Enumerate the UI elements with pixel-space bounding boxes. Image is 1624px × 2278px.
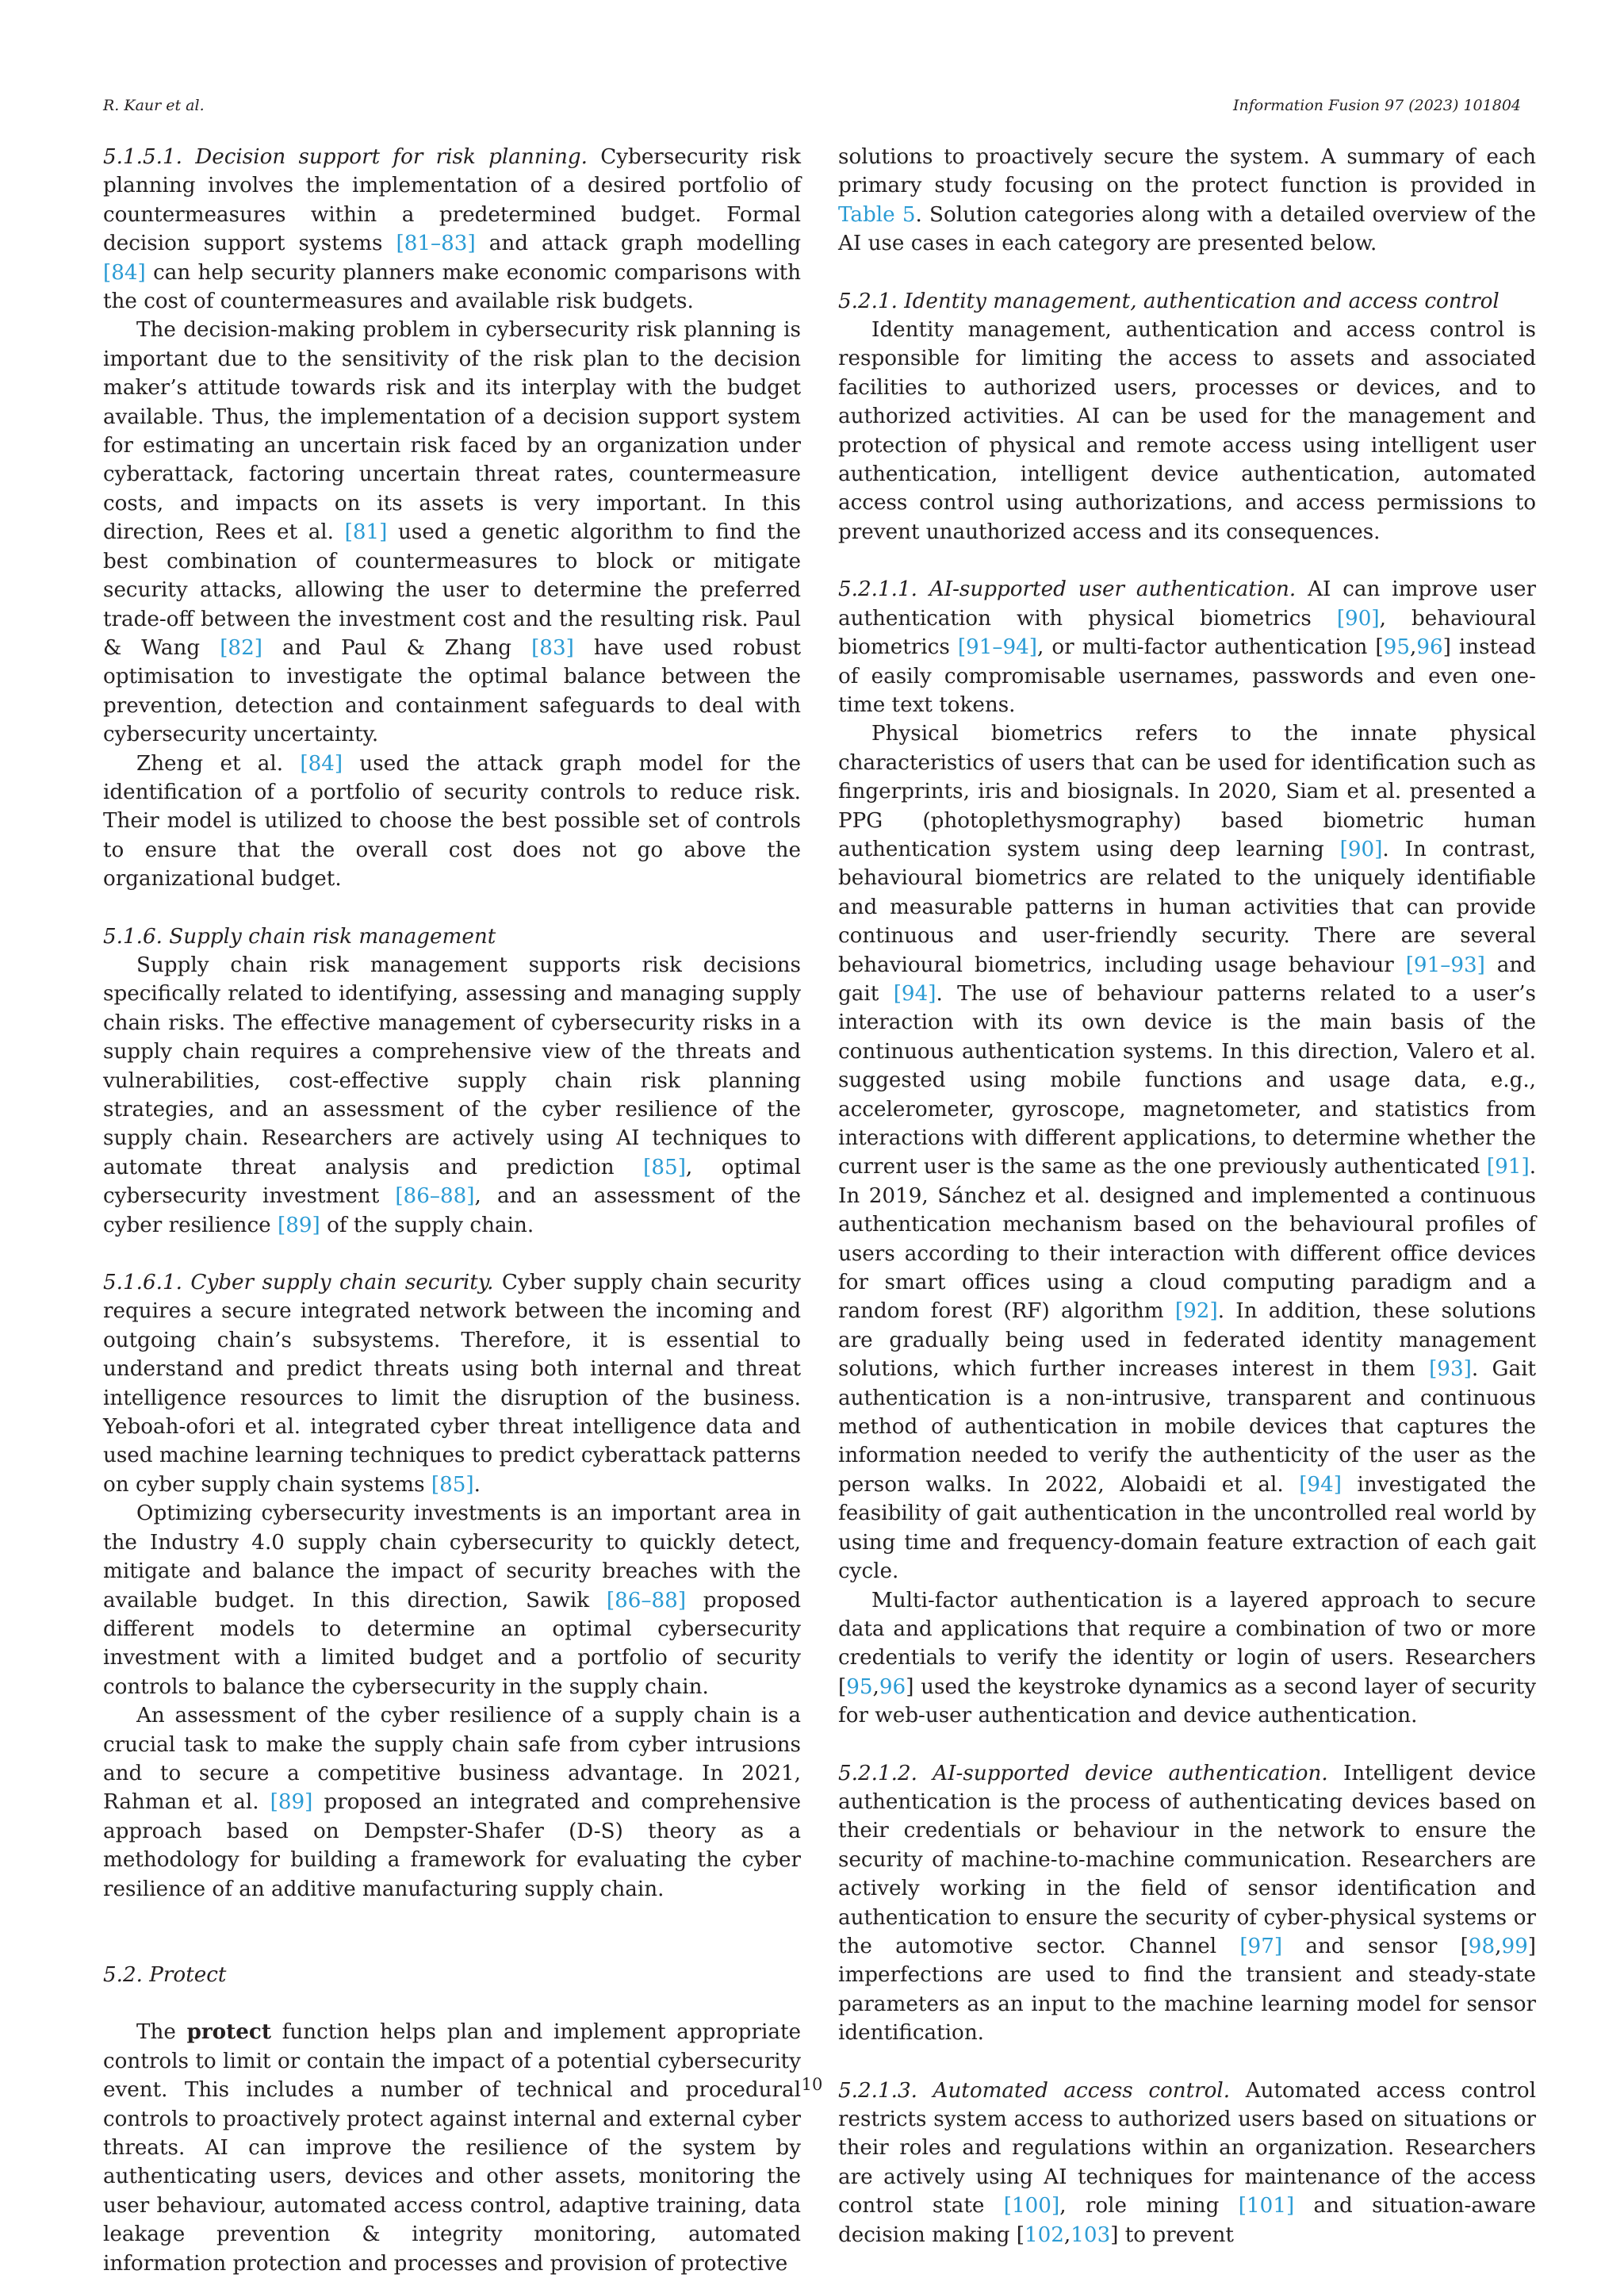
paragraph-5151-3: Zheng et al. [84] used the attack graph model for the identification of a portfolio of security controls to reduce risk. Their model is utilized to choose the best possible set of controls to ensure that the overall cost does not go above the organizational budget.: [103, 751, 801, 892]
citation-link[interactable]: [100]: [1003, 2194, 1060, 2219]
paragraph-52-cont: solutions to proactively secure the system. A summary of each primary study focusing on the protect function is provided in Table 5. Solution categories along with a detailed overview of the AI use cases in each category are presented below.: [838, 145, 1536, 256]
bold-term-protect: protect: [186, 2019, 271, 2045]
citation-link[interactable]: [81–83]: [396, 232, 476, 256]
section-heading-5212: 5.2.1.2. AI-supported device authentication.: [838, 1761, 1328, 1785]
section-heading-521: 5.2.1. Identity management, authentication and access control: [838, 289, 1500, 313]
paragraph-521-1: Identity management, authentication and access control is responsible for limiting the access to assets and associated facilities to authorized users, processes or devices, and to authorized activities. AI can be used for the management and protection of physical and remote access using intelligent user authentication, intelligent device authentication, automated access control using authorizations, and access permissions to prevent unauthorized access and its consequences.: [838, 318, 1536, 544]
paragraph-5213-1: 5.2.1.3. Automated access control. Automated access control restricts system access to authorized users based on situations or their roles and regulations within an organization. Researchers are actively using AI techniques for maintenance of the access control state [100], role mining [101] and situation-aware decision making [102,103] to prevent: [838, 2078, 1537, 2247]
table-link[interactable]: Table 5: [838, 202, 916, 227]
citation-link[interactable]: 95: [1383, 635, 1410, 660]
citation-link[interactable]: [92]: [1174, 1299, 1218, 1324]
section-heading-5213: 5.2.1.3. Automated access control.: [838, 2078, 1231, 2103]
section-heading-5161: 5.1.6.1. Cyber supply chain security.: [103, 1271, 494, 1295]
paragraph-5151-2: The decision-making problem in cybersecurity risk planning is important due to the sensitivity of the risk plan to the decision maker’s attitude towards risk and its interplay with the budget available. Thus, the implementation of a decision support system for estimating an uncertain risk faced by an organization under cyberattack, factoring uncertain threat rates, countermeasure costs, and impacts on its assets is very important. In this direction, Rees et al. [81] used a genetic algorithm to find the best combination of countermeasures to block or mitigate security attacks, allowing the user to determine the preferred trade-off between the investment cost and the resulting risk. Paul & Wang [82] and Paul & Zhang [83] have used robust optimisation to investigate the optimal balance between the prevention, detection and containment safeguards to deal with cybersecurity uncertainty.: [103, 318, 802, 747]
citation-link[interactable]: [84]: [300, 751, 343, 776]
citation-link[interactable]: [94]: [1299, 1472, 1342, 1497]
citation-link[interactable]: [94]: [893, 981, 936, 1006]
paragraph-516-1: Supply chain risk management supports risk decisions specifically related to identifying, assessing and managing supply chain risks. The effective management of cybersecurity risks in a supply chain requires a comprehensive view of the threats and vulnerabilities, cost-effective supply chain risk planning strategies, and an assessment of the cyber resilience of the supply chain. Researchers are actively using AI techniques to automate threat analysis and prediction [85], optimal cybersecurity investment [86–88], and an assessment of the cyber resilience [89] of the supply chain.: [103, 953, 801, 1237]
citation-link[interactable]: 99: [1501, 1934, 1528, 1958]
paragraph-5211-2: Physical biometrics refers to the innate physical characteristics of users that can be used for identification such as fingerprints, iris and biosignals. In 2020, Siam et al. presented a PPG (photoplethysmography) based biometric human authentication system using deep learning [90]. In contrast, behavioural biometrics are related to the uniquely identifiable and measurable patterns in human activities that can provide continuous and user-friendly security. There are several behavioural biometrics, including usage behaviour [91–93] and gait [94]. The use of behaviour patterns related to a user’s interaction with its own device is the main basis of the continuous authentication systems. In this direction, Valero et al. suggested using mobile functions and usage data, e.g., accelerometer, gyroscope, magnetometer, and statistics from interactions with different applications, to determine whether the current user is the same as the one previously authenticated [91]. In 2019, Sánchez et al. designed and implemented a continuous authentication mechanism based on the behavioural profiles of users according to their interaction with different office devices for smart offices using a cloud computing paradigm and a random forest (RF) algorithm [92]. In addition, these solutions are gradually being used in federated identity management solutions, which further increases interest in them [93]. Gait authentication is a non-intrusive, transparent and continuous method of authentication in mobile devices that captures the information needed to verify the authenticity of the user as the person walks. In 2022, Alobaidi et al. [94] investigated the feasibility of gait authentication in the uncontrolled real world by using time and frequency-domain feature extraction of each gait cycle.: [838, 722, 1537, 1584]
citation-link[interactable]: [91–94]: [957, 635, 1038, 660]
running-header-authors: R. Kaur et al.: [103, 97, 205, 114]
citation-link[interactable]: 102: [1024, 2222, 1064, 2247]
citation-link[interactable]: 103: [1071, 2222, 1111, 2247]
citation-link[interactable]: [91]: [1486, 1155, 1530, 1179]
paragraph-5212-1: 5.2.1.2. AI-supported device authentication. Intelligent device authentication is the process of authenticating devices based on their credentials or behaviour in the network to ensure the security of machine-to-machine communication. Researchers are actively working in the field of sensor identification and authentication to ensure the security of cyber-physical systems or the automotive sector. Channel [97] and sensor [98,99] imperfections are used to find the transient and steady-state parameters as an input to the machine learning model for sensor identification.: [838, 1761, 1536, 2046]
citation-link[interactable]: [85]: [431, 1472, 474, 1497]
paragraph-5161-3: An assessment of the cyber resilience of a supply chain is a crucial task to make the supply chain safe from cyber intrusions and to secure a competitive business advantage. In 2021, Rahman et al. [89] proposed an integrated and comprehensive approach based on Dempster-Shafer (D-S) theory as a methodology for building a framework for evaluating the cyber resilience of an additive manufacturing supply chain.: [103, 1704, 802, 1901]
paragraph-5211-3: Multi-factor authentication is a layered approach to secure data and applications that require a combination of two or more credentials to verify the identity or login of users. Researchers [95,96] used the keystroke dynamics as a second layer of security for web-user authentication and device authentication.: [838, 1588, 1536, 1728]
citation-link[interactable]: [85]: [643, 1155, 686, 1179]
citation-link[interactable]: 98: [1468, 1934, 1496, 1958]
paragraph-5161-2: Optimizing cybersecurity investments is an important area in the Industry 4.0 supply chain cybersecurity to quickly detect, mitigate and balance the impact of security breaches with the available budget. In this direction, Sawik [86–88] proposed different models to determine an optimal cybersecurity investment with a limited budget and a portfolio of security controls to balance the cybersecurity in the supply chain.: [103, 1501, 801, 1699]
section-heading-52: 5.2. Protect: [103, 1962, 227, 1987]
citation-link[interactable]: [81]: [344, 520, 388, 545]
citation-link[interactable]: 95: [846, 1674, 873, 1699]
citation-link[interactable]: [86–88]: [395, 1184, 475, 1209]
citation-link[interactable]: [82]: [220, 635, 262, 660]
citation-link[interactable]: [91–93]: [1405, 953, 1485, 977]
citation-link[interactable]: [86–88]: [606, 1588, 687, 1613]
section-heading-5151: 5.1.5.1. Decision support for risk planning.: [103, 145, 588, 169]
citation-link[interactable]: [90]: [1339, 837, 1383, 861]
paragraph-5161-1: 5.1.6.1. Cyber supply chain security. Cyber supply chain security requires a secure integrated network between the incoming and outgoing chain’s subsystems. Therefore, it is essential to understand and predict threats using both internal and threat intelligence resources to limit the disruption of the business. Yeboah-ofori et al. integrated cyber threat intelligence data and used machine learning techniques to predict cyberattack patterns on cyber supply chain systems [85].: [103, 1271, 801, 1497]
citation-link[interactable]: [83]: [531, 635, 574, 660]
running-header-journal: Information Fusion 97 (2023) 101804: [1233, 97, 1521, 114]
section-heading-516: 5.1.6. Supply chain risk management: [103, 924, 496, 949]
citation-link[interactable]: [97]: [1239, 1934, 1283, 1958]
paragraph-5211-1: 5.2.1.1. AI-supported user authentication. AI can improve user authentication with physical biometrics [90], behavioural biometrics [91–94], or multi-factor authentication [95,96] instead of easily compromisable usernames, passwords and even one-time text tokens.: [838, 577, 1536, 717]
left-column: [103, 143, 801, 2278]
paragraph-5151-1: 5.1.5.1. Decision support for risk planning. Cybersecurity risk planning involves the implementation of a desired portfolio of countermeasures within a predetermined budget. Formal decision support systems [81–83] and attack graph modelling [84] can help security planners make economic comparisons with the cost of countermeasures and available risk budgets.: [103, 145, 802, 314]
citation-link[interactable]: [90]: [1336, 606, 1380, 631]
paragraph-52-1: The protect function helps plan and implement appropriate controls to limit or contain the impact of a potential cybersecurity event. This includes a number of technical and procedural controls to proactively protect against internal and external cyber threats. AI can improve the resilience of the system by authenticating users, devices and other assets, monitoring the user behaviour, automated access control, adaptive training, data leakage prevention & integrity monitoring, automated information protection and processes and provision of protective: [103, 2019, 802, 2276]
right-column: [838, 143, 1536, 2249]
page-number: 10: [801, 2075, 823, 2094]
citation-link[interactable]: [89]: [270, 1790, 313, 1815]
citation-link[interactable]: [93]: [1429, 1357, 1472, 1382]
citation-link[interactable]: [84]: [103, 260, 146, 285]
citation-link[interactable]: [89]: [278, 1213, 320, 1237]
citation-link[interactable]: 96: [1416, 635, 1443, 660]
section-heading-5211: 5.2.1.1. AI-supported user authentication.: [838, 577, 1297, 602]
citation-link[interactable]: 96: [879, 1674, 906, 1699]
citation-link[interactable]: [101]: [1238, 2194, 1295, 2219]
